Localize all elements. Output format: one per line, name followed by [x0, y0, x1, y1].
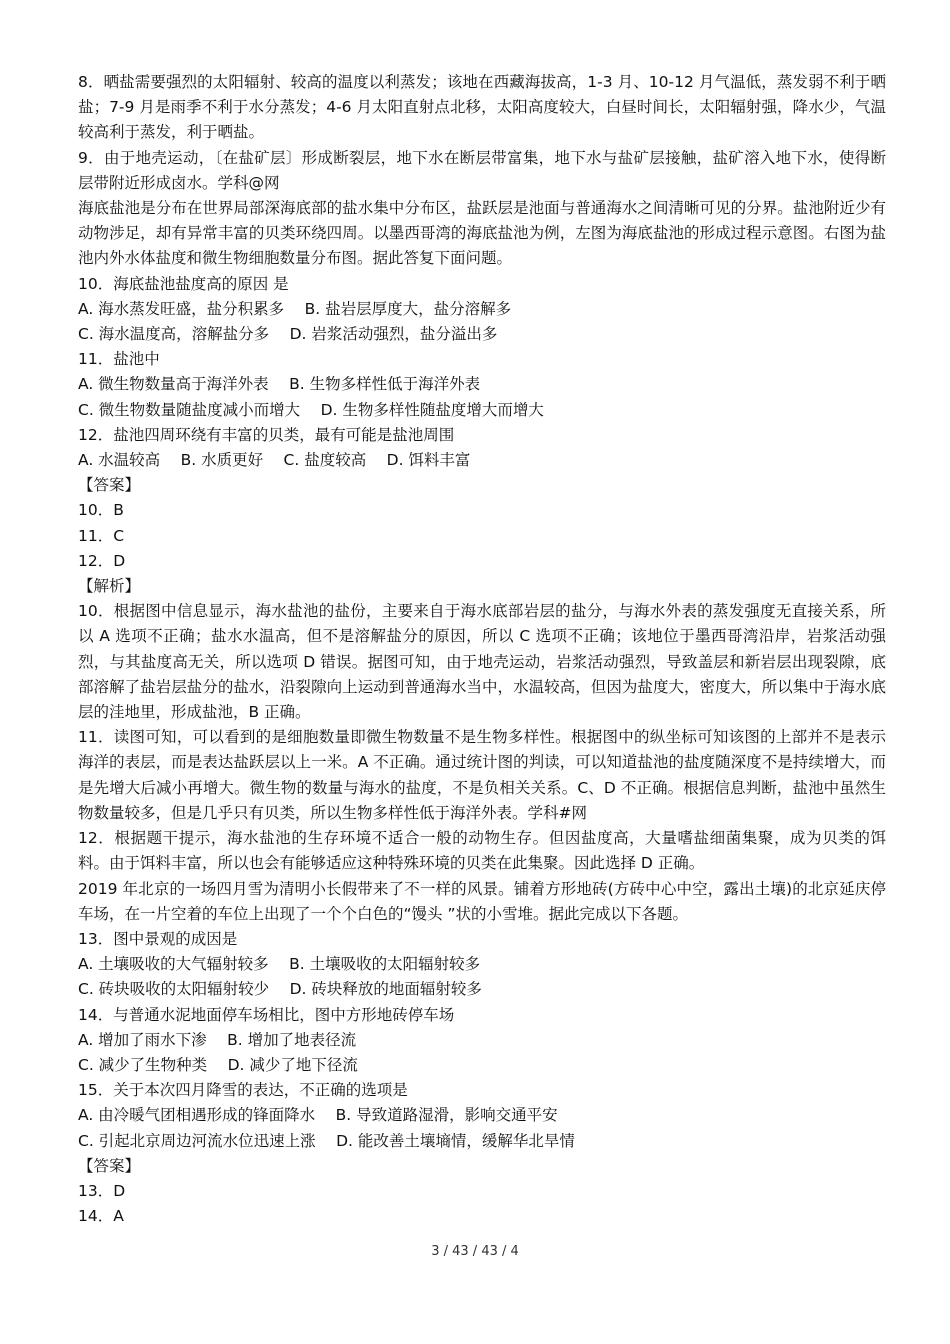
answer-12: 12．D: [78, 551, 126, 570]
answer-11: 11．C: [78, 526, 125, 545]
explanation-11: 11．读图可知，可以看到的是细胞数量即微生物数量不是生物多样性。根据图中的纵坐标可知该图的上部并不是表示海洋的表层，而是表达盐跃层以上一米。A 不正确。通过统计图的判读，可以知道盐池的盐度随深度不是持续增大，而是先增大后减小再增大。微生物的数量与海水的盐度，不是负相关关系。C、D 不正确。根据信息判断，盐池中虽然生物数量较多，但是几乎只有贝类，所以生物多样性低于海洋外表。学科#网: [78, 728, 886, 822]
question-12-options: A. 水温较高 B. 水质更好 C. 盐度较高 D. 饵料丰富: [78, 451, 471, 470]
question-14-options-cd: C. 减少了生物种类 D. 减少了地下径流: [78, 1055, 358, 1074]
question-14-options-ab: A. 增加了雨水下渗 B. 增加了地表径流: [78, 1030, 357, 1049]
question-11-options-cd: C. 微生物数量随盐度减小而增大 D. 生物多样性随盐度增大而增大: [78, 400, 544, 419]
question-15-options-cd: C. 引起北京周边河流水位迅速上涨 D. 能改善土壤墒情，缓解华北旱情: [78, 1131, 575, 1150]
explanation-12: 12．根据题干提示，海水盐池的生存环境不适合一般的动物生存。但因盐度高，大量嗜盐细菌集聚，成为贝类的饵料。由于饵料丰富，所以也会有能够适应这种特殊环境的贝类在此集聚。因此选择 D 正确。: [78, 829, 886, 873]
answer-10: 10．B: [78, 501, 124, 520]
question-15-options-ab: A. 由冷暖气团相遇形成的锋面降水 B. 导致道路湿滑，影响交通平安: [78, 1106, 558, 1125]
question-11-options-ab: A. 微生物数量高于海洋外表 B. 生物多样性低于海洋外表: [78, 375, 481, 394]
question-12: 12．盐池四周环绕有丰富的贝类，最有可能是盐池周围: [78, 425, 455, 444]
question-10-options-ab: A. 海水蒸发旺盛，盐分积累多 B. 盐岩层厚度大，盐分溶解多: [78, 299, 512, 318]
question-13: 13．图中景观的成因是: [78, 929, 238, 948]
question-15: 15．关于本次四月降雪的表达，不正确的选项是: [78, 1081, 408, 1100]
explanation-heading: 【解析】: [78, 577, 141, 596]
question-11: 11．盐池中: [78, 350, 160, 369]
answer-14: 14．A: [78, 1207, 124, 1226]
answer-8-explanation: 8．晒盐需要强烈的太阳辐射、较高的温度以利蒸发；该地在西藏海拔高，1-3 月、10-12 月气温低，蒸发弱不利于晒盐；7-9 月是雨季不利于水分蒸发；4-6 月太阳直射点北移，太阳高度较大，白昼时间长，太阳辐射强，降水少，气温较高利于蒸发，利于晒盐。: [78, 73, 886, 142]
answer-heading: 【答案】: [78, 476, 141, 495]
answer-13: 13．D: [78, 1181, 126, 1200]
page-number-footer: 3 / 43 / 43 / 4: [431, 1244, 519, 1259]
question-10-options-cd: C. 海水温度高，溶解盐分多 D. 岩浆活动强烈，盐分溢出多: [78, 325, 498, 344]
passage-april-snow: 2019 年北京的一场四月雪为清明小长假带来了不一样的风景。铺着方形地砖(方砖中心中空，露出土壤)的北京延庆停车场，在一片空着的车位上出现了一个个白色的“馒头 ”状的小雪堆。据此完成以下各题。: [78, 879, 886, 923]
answer-9-explanation: 9．由于地壳运动，〔在盐矿层〕形成断裂层，地下水在断层带富集，地下水与盐矿层接触，盐矿溶入地下水，使得断层带附近形成卤水。学科@网: [78, 148, 886, 192]
answer-heading-2: 【答案】: [78, 1156, 141, 1175]
document-page: [66, 70, 886, 1229]
explanation-10: 10．根据图中信息显示，海水盐池的盐份，主要来自于海水底部岩层的盐分，与海水外表的蒸发强度无直接关系，所以 A 选项不正确；盐水水温高，但不是溶解盐分的原因，所以 C 选项不正确；该地位于墨西哥湾沿岸，岩浆活动强烈，与其盐度高无关，所以选项 D 错误。据图可知，由于地壳运动，岩浆活动强烈，导致盖层和新岩层出现裂隙，底部溶解了盐岩层盐分的盐水，沿裂隙向上运动到普通海水当中，水温较高，但因为盐度大，密度大，所以集中于海水底层的洼地里，形成盐池，B 正确。: [78, 602, 886, 722]
question-10: 10．海底盐池盐度高的原因 是: [78, 274, 289, 293]
question-14: 14．与普通水泥地面停车场相比，图中方形地砖停车场: [78, 1005, 455, 1024]
question-13-options-ab: A. 土壤吸收的大气辐射较多 B. 土壤吸收的太阳辐射较多: [78, 955, 481, 974]
question-13-options-cd: C. 砖块吸收的太阳辐射较少 D. 砖块释放的地面辐射较多: [78, 980, 482, 999]
passage-salt-pool: 海底盐池是分布在世界局部深海底部的盐水集中分布区，盐跃层是池面与普通海水之间清晰可见的分界。盐池附近少有动物涉足，却有异常丰富的贝类环绕四周。以墨西哥湾的海底盐池为例，左图为海底盐池的形成过程示意图。右图为盐池内外水体盐度和微生物细胞数量分布图。据此答复下面问题。: [78, 199, 886, 268]
